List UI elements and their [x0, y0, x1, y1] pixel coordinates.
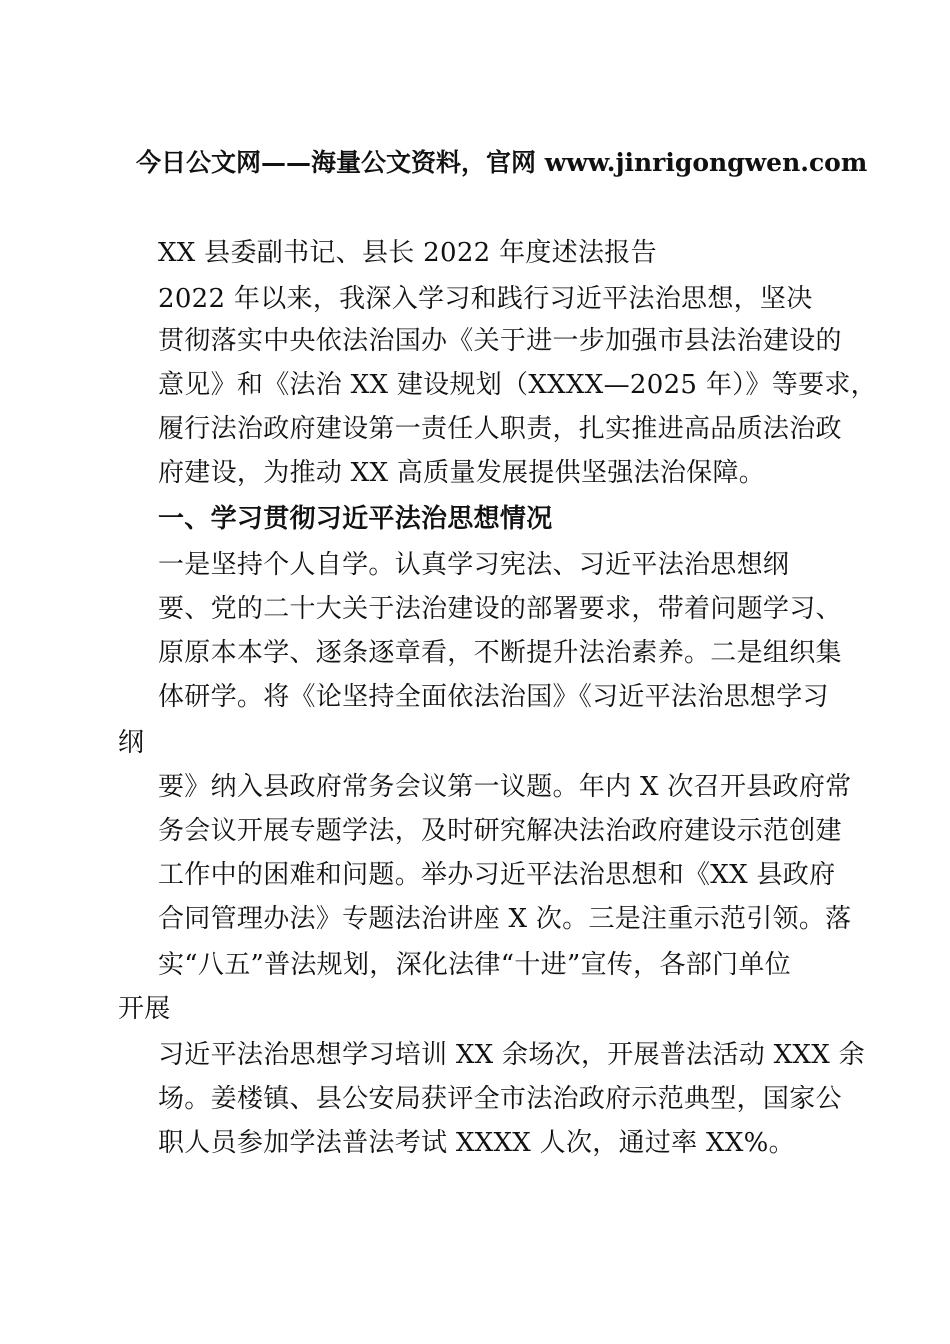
paragraph-line: 场。姜楼镇、县公安局获评全市法治政府示范典型，国家公	[158, 1084, 842, 1114]
paragraph-line: 纲	[118, 728, 145, 758]
paragraph-line: 工作中的困难和问题。举办习近平法治思想和《XX 县政府	[158, 860, 836, 890]
paragraph-line: 要》纳入县政府常务会议第一议题。年内 X 次召开县政府常	[158, 772, 852, 802]
paragraph-line: 体研学。将《论坚持全面依法治国》《习近平法治思想学习	[158, 682, 829, 712]
section-heading: 一、学习贯彻习近平法治思想情况	[158, 504, 553, 534]
document-title: XX 县委副书记、县长 2022 年度述法报告	[158, 238, 657, 268]
paragraph-line: 一是坚持个人自学。认真学习宪法、习近平法治思想纲	[158, 550, 790, 580]
paragraph-line: 实“八五”普法规划，深化法律“十进”宣传，各部门单位	[158, 950, 791, 980]
paragraph-line: 府建设，为推动 XX 高质量发展提供坚强法治保障。	[158, 458, 766, 488]
paragraph-line: 贯彻落实中央依法治国办《关于进一步加强市县法治建设的	[158, 326, 842, 356]
paragraph-line: 2022 年以来，我深入学习和践行习近平法治思想，坚决	[158, 284, 813, 314]
paragraph-line: 务会议开展专题学法，及时研究解决法治政府建设示范创建	[158, 816, 842, 846]
paragraph-line: 意见》和《法治 XX 建设规划（XXXX—2025 年）》等要求，	[158, 370, 877, 400]
paragraph-line: 履行法治政府建设第一责任人职责，扎实推进高品质法治政	[158, 414, 842, 444]
paragraph-line: 职人员参加学法普法考试 XXXX 人次，通过率 XX%。	[158, 1128, 795, 1158]
site-header: 今日公文网——海量公文资料，官网 www.jinrigongwen.com	[136, 148, 868, 177]
paragraph-line: 开展	[118, 994, 171, 1024]
paragraph-line: 合同管理办法》专题法治讲座 X 次。三是注重示范引领。落	[158, 904, 852, 934]
paragraph-line: 要、党的二十大关于法治建设的部署要求，带着问题学习、	[158, 594, 842, 624]
paragraph-line: 原原本本学、逐条逐章看，不断提升法治素养。二是组织集	[158, 638, 842, 668]
paragraph-line: 习近平法治思想学习培训 XX 余场次，开展普法活动 XXX 余	[158, 1040, 865, 1070]
